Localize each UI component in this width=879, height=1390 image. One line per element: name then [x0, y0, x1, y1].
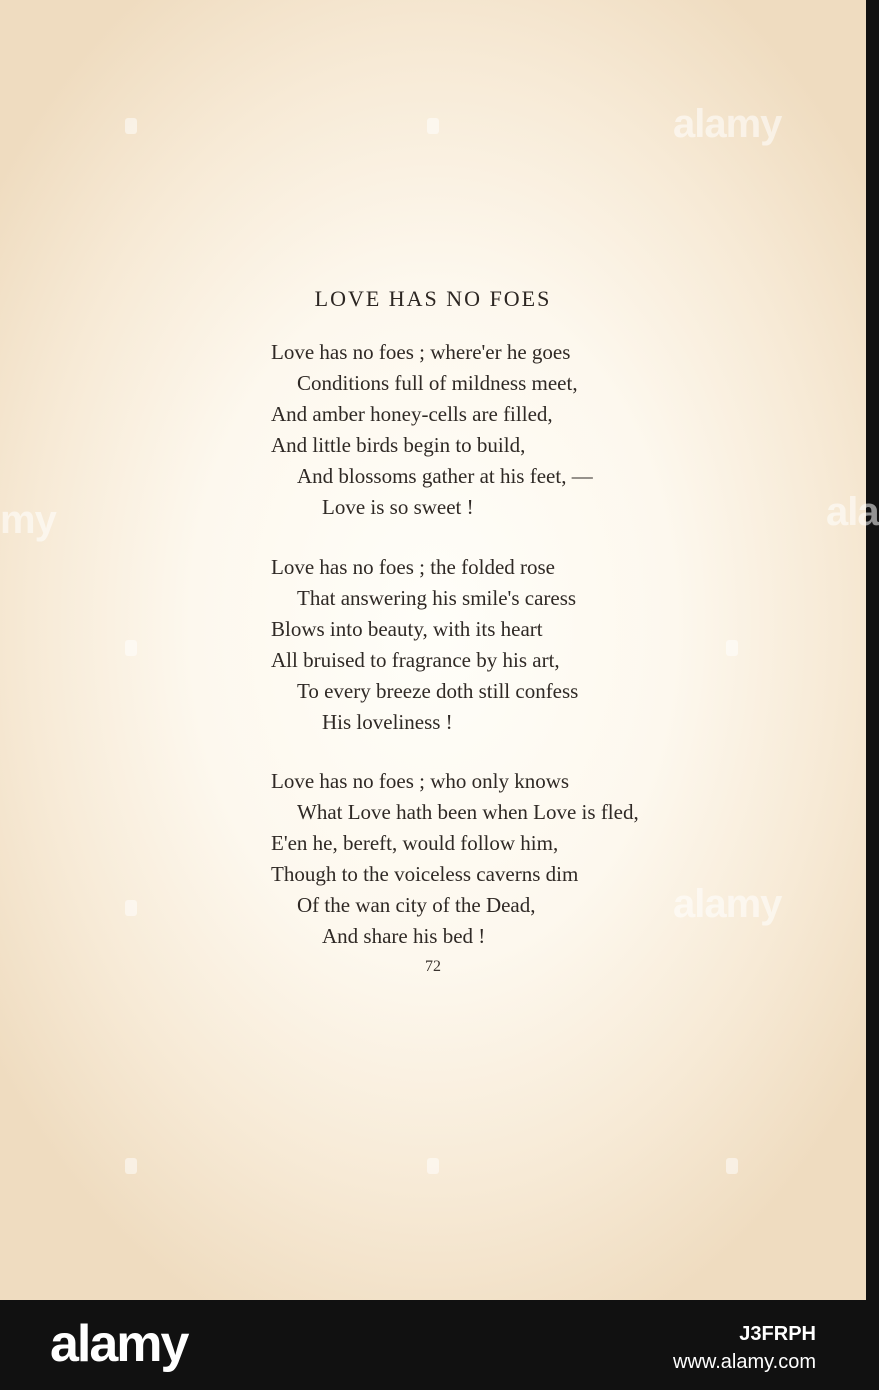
watermark-dot	[726, 1158, 738, 1174]
poem-line: Love has no foes ; who only knows	[271, 769, 570, 793]
watermark-dot	[125, 900, 137, 916]
stock-footer-bar	[0, 1300, 866, 1390]
alamy-logo: alamy	[50, 1315, 188, 1373]
watermark-right-partial: ala	[826, 490, 879, 534]
watermark-dot	[125, 1158, 137, 1174]
stanza-1	[271, 337, 593, 523]
watermark-dot	[726, 640, 738, 656]
image-reference	[673, 1320, 816, 1376]
poem-title: LOVE HAS NO FOES	[314, 286, 552, 311]
poem-line: To every breeze doth still confess	[297, 679, 579, 703]
poem-line: And little birds begin to build,	[271, 433, 526, 457]
page-number: 72	[425, 958, 441, 975]
poem-line: All bruised to fragrance by his art,	[271, 648, 560, 672]
stanza-3	[271, 766, 639, 952]
poem-line: Conditions full of mildness meet,	[297, 371, 578, 395]
poem-line: Love has no foes ; the folded rose	[271, 555, 556, 579]
poem-line: And amber honey-cells are filled,	[271, 402, 553, 426]
poem-line: E'en he, bereft, would follow him,	[271, 831, 559, 855]
poem-line: And blossoms gather at his feet, —	[297, 464, 593, 488]
stanza-2	[271, 552, 578, 738]
watermark-dot	[125, 118, 137, 134]
poem-line: Of the wan city of the Dead,	[297, 893, 536, 917]
watermark-dot	[427, 118, 439, 134]
poem-line: What Love hath been when Love is fled,	[297, 800, 639, 824]
watermark-bottom-right: alamy	[673, 882, 782, 926]
image-id: J3FRPH	[739, 1323, 816, 1345]
watermark-top-right: alamy	[673, 102, 782, 146]
poem-line: Love is so sweet !	[322, 495, 474, 519]
poem-line: That answering his smile's caress	[297, 586, 577, 610]
watermark-dot	[427, 1158, 439, 1174]
poem-line: His loveliness !	[322, 710, 453, 734]
poem-line: And share his bed !	[322, 924, 486, 948]
poem-line: Blows into beauty, with its heart	[271, 617, 543, 641]
site-url: www.alamy.com	[673, 1351, 816, 1373]
poem-line: Love has no foes ; where'er he goes	[271, 340, 571, 364]
watermark-left-partial: my	[0, 498, 56, 542]
poem-line: Though to the voiceless caverns dim	[271, 862, 579, 886]
watermark-dot	[125, 640, 137, 656]
